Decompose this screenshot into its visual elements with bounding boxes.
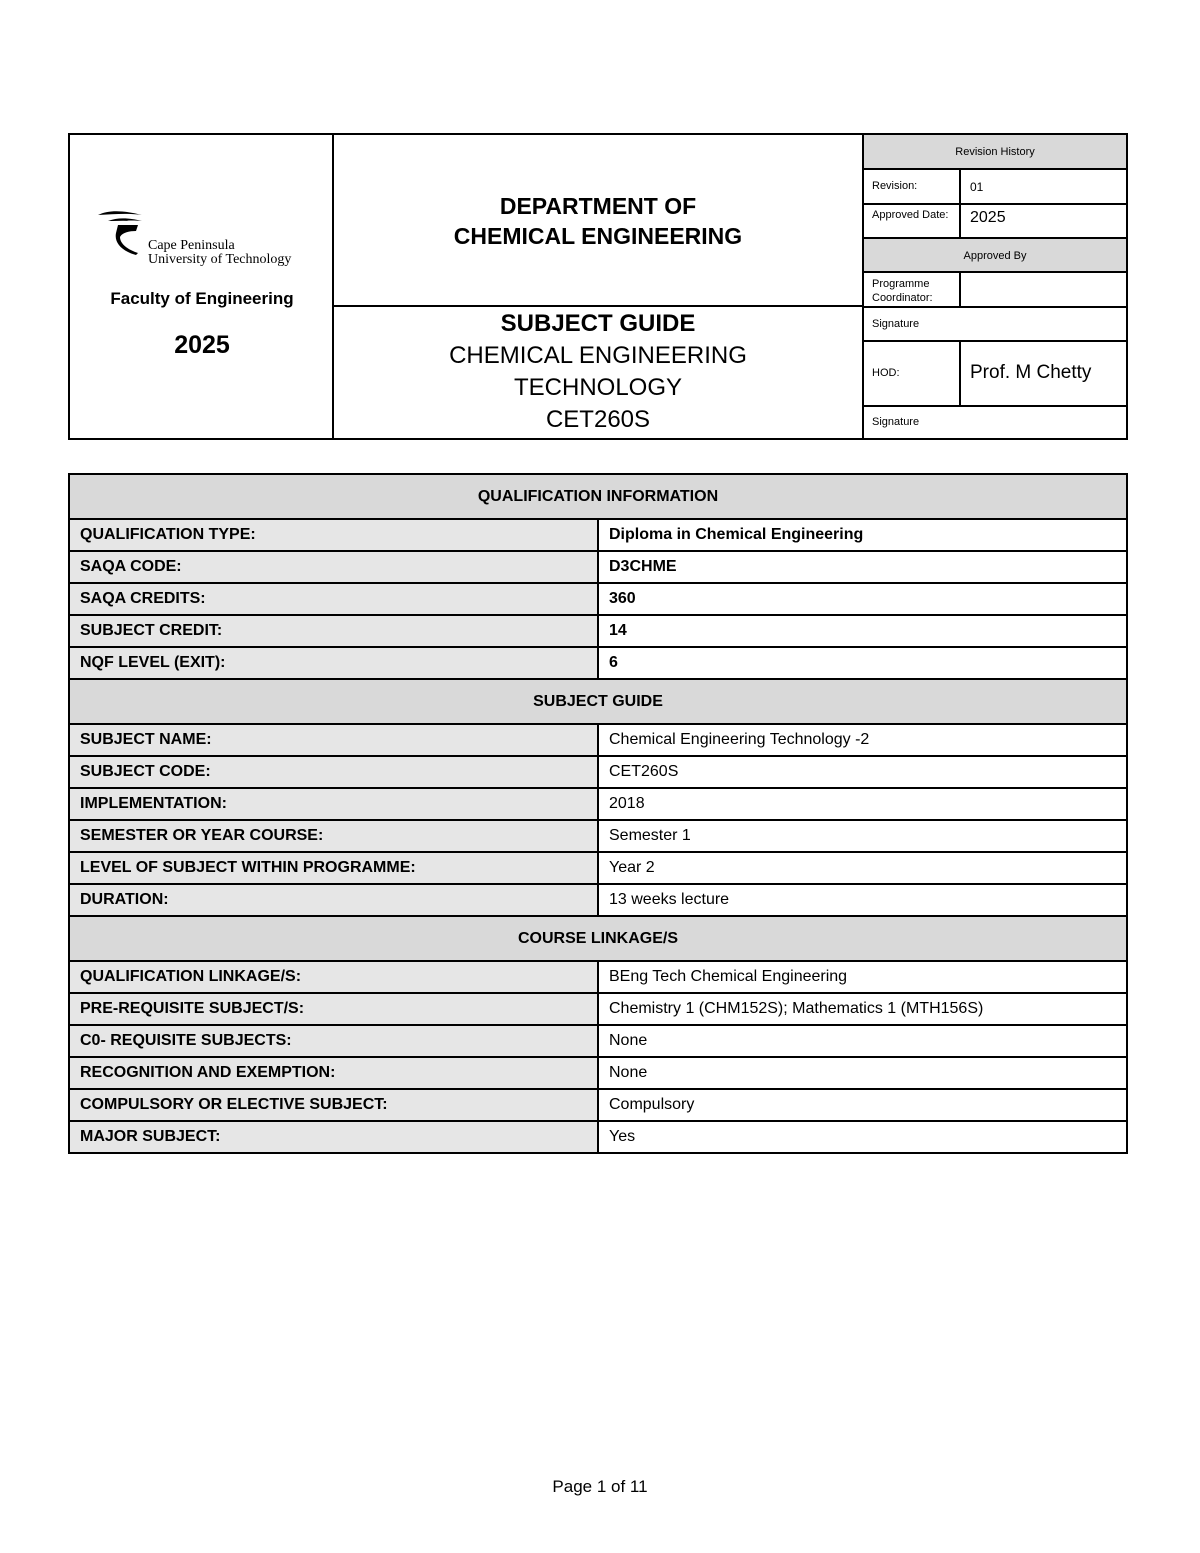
title-cell <box>334 135 864 438</box>
table-row <box>69 615 1127 647</box>
field-label: NQF LEVEL (EXIT): <box>69 647 598 679</box>
table-row <box>69 884 1127 916</box>
table-row <box>69 1057 1127 1089</box>
field-value: 14 <box>598 615 1127 647</box>
field-label: QUALIFICATION TYPE: <box>69 519 598 551</box>
table-row <box>69 852 1127 884</box>
field-label: PRE-REQUISITE SUBJECT/S: <box>69 993 598 1025</box>
approved-date-row <box>864 205 1126 239</box>
field-value: Compulsory <box>598 1089 1127 1121</box>
approved-by-heading: Approved By <box>864 239 1126 273</box>
section-heading: SUBJECT GUIDE <box>69 679 1127 724</box>
field-value: BEng Tech Chemical Engineering <box>598 961 1127 993</box>
programme-coordinator-label: Programme Coordinator: <box>872 278 933 304</box>
field-value: 13 weeks lecture <box>598 884 1127 916</box>
hod-row <box>864 342 1126 407</box>
field-label: SUBJECT CREDIT: <box>69 615 598 647</box>
field-label: MAJOR SUBJECT: <box>69 1121 598 1153</box>
section-heading: COURSE LINKAGE/S <box>69 916 1127 961</box>
field-value: 2018 <box>598 788 1127 820</box>
signature-row-2 <box>864 407 1126 438</box>
field-value: 6 <box>598 647 1127 679</box>
revision-value: 01 <box>970 180 984 194</box>
field-value: 360 <box>598 583 1127 615</box>
field-label: SUBJECT CODE: <box>69 756 598 788</box>
revision-label: Revision: <box>872 180 918 192</box>
revision-history-panel <box>864 135 1126 438</box>
section-heading-row <box>69 679 1127 724</box>
guide-year: 2025 <box>174 331 230 359</box>
hod-value: Prof. M Chetty <box>970 362 1092 383</box>
field-value: None <box>598 1057 1127 1089</box>
field-label: SAQA CREDITS: <box>69 583 598 615</box>
table-row <box>69 756 1127 788</box>
section-heading: QUALIFICATION INFORMATION <box>69 474 1127 519</box>
department-title <box>334 135 862 307</box>
subject-guide-block <box>334 307 862 439</box>
field-value: Chemical Engineering Technology -2 <box>598 724 1127 756</box>
field-value: CET260S <box>598 756 1127 788</box>
table-row <box>69 961 1127 993</box>
table-row <box>69 820 1127 852</box>
field-value: Diploma in Chemical Engineering <box>598 519 1127 551</box>
table-row <box>69 1121 1127 1153</box>
subject-line2: TECHNOLOGY <box>513 374 683 401</box>
faculty-name: Faculty of Engineering <box>110 289 294 308</box>
university-logo <box>96 209 311 271</box>
field-label: SAQA CODE: <box>69 551 598 583</box>
approved-date-value: 2025 <box>970 209 1006 226</box>
signature-label-2: Signature <box>872 416 920 428</box>
field-value: Semester 1 <box>598 820 1127 852</box>
programme-coordinator-row <box>864 273 1126 308</box>
approved-date-label: Approved Date: <box>872 209 949 221</box>
logo-text-line1: Cape Peninsula <box>148 238 235 253</box>
field-value: Year 2 <box>598 852 1127 884</box>
field-label: COMPULSORY OR ELECTIVE SUBJECT: <box>69 1089 598 1121</box>
field-label: QUALIFICATION LINKAGE/S: <box>69 961 598 993</box>
field-label: IMPLEMENTATION: <box>69 788 598 820</box>
table-row <box>69 1089 1127 1121</box>
department-line2: CHEMICAL ENGINEERING <box>453 223 743 249</box>
revision-history-heading: Revision History <box>864 135 1126 170</box>
page-number: Page 1 of 11 <box>552 1477 648 1496</box>
table-row <box>69 583 1127 615</box>
table-row <box>69 519 1127 551</box>
table-row <box>69 1025 1127 1057</box>
field-value: Yes <box>598 1121 1127 1153</box>
field-value: D3CHME <box>598 551 1127 583</box>
field-label: DURATION: <box>69 884 598 916</box>
table-row <box>69 647 1127 679</box>
field-value: Chemistry 1 (CHM152S); Mathematics 1 (MTH156S) <box>598 993 1127 1025</box>
subject-info-table <box>68 473 1128 1154</box>
signature-row-1 <box>864 308 1126 342</box>
table-row <box>69 788 1127 820</box>
subject-guide-title: SUBJECT GUIDE <box>500 310 696 337</box>
subject-code-title: CET260S <box>545 406 651 433</box>
document-header <box>68 133 1128 440</box>
hod-label: HOD: <box>872 367 900 379</box>
section-heading-row <box>69 474 1127 519</box>
table-row <box>69 724 1127 756</box>
field-label: LEVEL OF SUBJECT WITHIN PROGRAMME: <box>69 852 598 884</box>
department-line1: DEPARTMENT OF <box>499 193 697 219</box>
field-label: SEMESTER OR YEAR COURSE: <box>69 820 598 852</box>
field-label: RECOGNITION AND EXEMPTION: <box>69 1057 598 1089</box>
logo-text-line2: University of Technology <box>148 252 292 267</box>
subject-line1: CHEMICAL ENGINEERING <box>449 342 747 369</box>
section-heading-row <box>69 916 1127 961</box>
field-label: C0- REQUISITE SUBJECTS: <box>69 1025 598 1057</box>
table-row <box>69 551 1127 583</box>
faculty-cell <box>70 135 334 438</box>
revision-row <box>864 170 1126 205</box>
field-label: SUBJECT NAME: <box>69 724 598 756</box>
table-row <box>69 993 1127 1025</box>
field-value: None <box>598 1025 1127 1057</box>
signature-label-1: Signature <box>872 318 920 330</box>
